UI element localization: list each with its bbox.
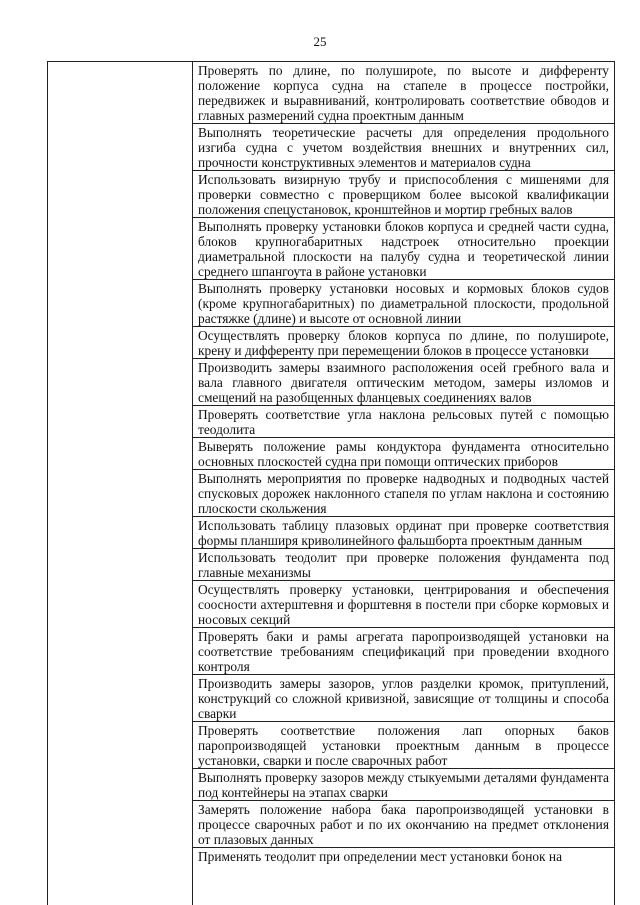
table-row bbox=[193, 848, 614, 864]
row-text: Применять теодолит при определении мест установки бонок на bbox=[198, 849, 563, 864]
row-text: Проверять баки и рамы агрегата паропроизводящей установки на соответствие требованиям спецификаций при проведении входного контроля bbox=[198, 629, 609, 674]
table-row bbox=[193, 218, 614, 280]
table-row bbox=[193, 62, 614, 124]
row-text: Выверять положение рамы кондуктора фундамента относительно основных плоскостей судна при помощи оптических приборов bbox=[198, 439, 609, 469]
table-row bbox=[193, 124, 614, 171]
table-row bbox=[193, 675, 614, 722]
row-text: Выполнять проверку установки блоков корпуса и средней части судна, блоков крупногабаритных надстроек относительно проекции диаметральной плоскости на палубу судна и теоретической линии среднего шпангоута в районе установки bbox=[198, 219, 609, 279]
row-text: Выполнять мероприятия по проверке надводных и подводных частей спусковых дорожек наклонного стапеля по углам наклона и состоянию плоскости скольжения bbox=[198, 471, 609, 516]
table-left-column bbox=[48, 62, 193, 905]
table-row bbox=[193, 722, 614, 769]
table-row bbox=[193, 628, 614, 675]
row-text: Осуществлять проверку блоков корпуса по длине, по полуширote, крену и дифференту при перемещении блоков в процессе установки bbox=[198, 328, 609, 358]
table-row bbox=[193, 549, 614, 581]
row-text: Выполнять теоретические расчеты для определения продольного изгиба судна с учетом воздействия внешних и внутренних сил, прочности конструктивных элементов и материалов судна bbox=[198, 125, 609, 170]
table-row bbox=[193, 280, 614, 327]
row-text: Использовать таблицу плазовых ординат при проверке соответствия формы планширя криволинейного фальшборта проектным данным bbox=[198, 518, 609, 548]
row-text: Замерять положение набора бака паропроизводящей установки в процессе сварочных работ и по их окончанию на предмет отклонения от плазовых данных bbox=[198, 802, 609, 847]
row-text: Проверять по длине, по полуширote, по высоте и дифференту положение корпуса судна на стапеле в процессе постройки, передвижек и выравниваний, контролировать соответствие обводов и главных размерений судна проектным данным bbox=[198, 63, 609, 123]
row-text: Выполнять проверку зазоров между стыкуемыми деталями фундамента под контейнеры на этапах сварки bbox=[198, 770, 609, 800]
row-text: Использовать визирную трубу и приспособления с мишенями для проверки совместно с проверщиком более высокой квалификации положения спецустановок, кронштейнов и мортир гребных валов bbox=[198, 172, 609, 217]
table-row bbox=[193, 769, 614, 801]
table-row bbox=[193, 801, 614, 848]
row-text: Проверять соответствие угла наклона рельсовых путей с помощью теодолита bbox=[198, 407, 609, 437]
row-text: Использовать теодолит при проверке положения фундамента под главные механизмы bbox=[198, 550, 609, 580]
row-text: Выполнять проверку установки носовых и кормовых блоков судов (кроме крупногабаритных) по диаметральной плоскости, продольной растяжке (длине) и высоте от основной линии bbox=[198, 281, 609, 326]
page-number: 25 bbox=[313, 34, 327, 49]
row-text: Проверять соответствие положения лап опорных баков паропроизводящей установки проектным данным в процессе установки, сварки и после сварочных работ bbox=[198, 723, 609, 768]
row-text: Осуществлять проверку установки, центрирования и обеспечения соосности ахтерштевня и форштевня в постели при сборке кормовых и носовых секций bbox=[198, 582, 609, 627]
table-row bbox=[193, 581, 614, 628]
row-text: Производить замеры зазоров, углов разделки кромок, притуплений, конструкций со сложной кривизной, зависящие от толщины и способа сварки bbox=[198, 676, 609, 721]
table-row bbox=[193, 517, 614, 549]
requirements-table bbox=[47, 61, 615, 905]
table-row bbox=[193, 470, 614, 517]
table-row bbox=[193, 171, 614, 218]
table-row bbox=[193, 406, 614, 438]
table-row bbox=[193, 327, 614, 359]
table-right-column bbox=[193, 62, 614, 905]
row-text: Производить замеры взаимного расположения осей гребного вала и вала главного двигателя оптическим методом, замеры изломов и смещений на разобщенных фланцевых соединениях валов bbox=[198, 360, 609, 405]
table-row bbox=[193, 438, 614, 470]
table-row bbox=[193, 359, 614, 406]
